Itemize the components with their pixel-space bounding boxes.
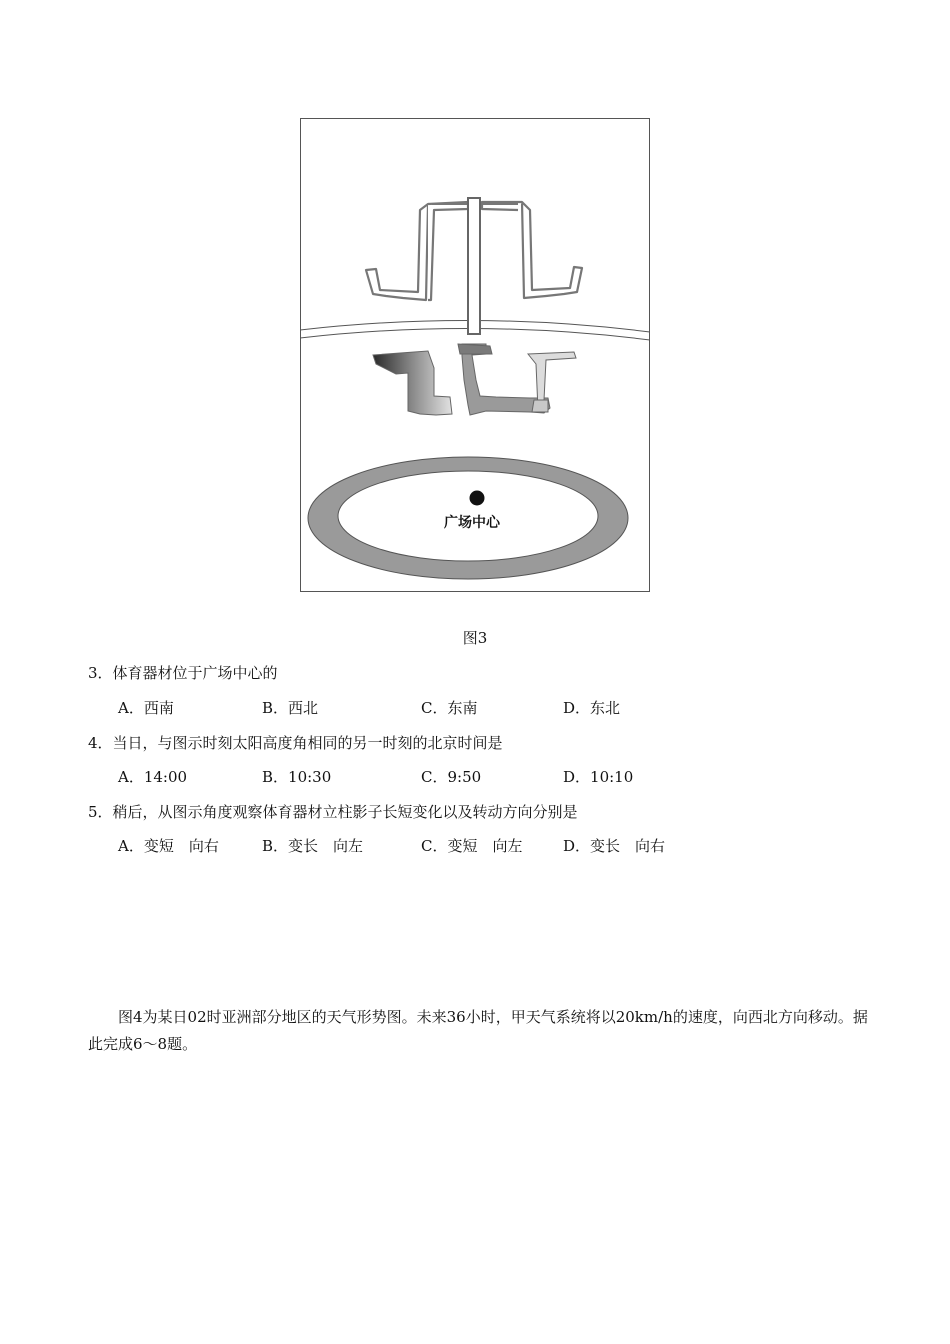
- question-5-option-d: D．变长 向右: [563, 837, 666, 855]
- question-5-option-a: A．变短 向右: [118, 837, 219, 855]
- question-number: 3．: [88, 664, 113, 682]
- question-text: 体育器材位于广场中心的: [112, 664, 278, 682]
- central-post: [468, 198, 480, 334]
- question-3-option-d: D．东北: [563, 699, 621, 717]
- figure-3: [300, 118, 650, 592]
- intro-paragraph: [88, 1004, 868, 1058]
- figure-caption: 图3: [462, 629, 488, 647]
- question-3-option-c: C．东南: [421, 699, 478, 717]
- question-text: 稍后，从图示角度观察体育器材立柱影子长短变化以及转动方向分别是: [112, 803, 578, 821]
- question-4-option-d: D．10:10: [563, 768, 634, 786]
- question-4-option-b: B．10:30: [262, 768, 332, 786]
- question-4-option-c: C．9:50: [421, 768, 482, 786]
- question-5-stem: [88, 801, 578, 822]
- question-3-stem: [88, 662, 278, 683]
- plaza-center-dot: [470, 491, 485, 506]
- question-3-option-a: A．西南: [118, 699, 174, 717]
- question-number: 5．: [88, 803, 113, 821]
- question-number: 4．: [88, 734, 113, 752]
- question-5-option-c: C．变短 向左: [421, 837, 523, 855]
- question-text: 当日，与图示时刻太阳高度角相同的另一时刻的北京时间是: [112, 734, 503, 752]
- question-4-option-a: A．14:00: [118, 768, 188, 786]
- intro-paragraph-text: 图4为某日02时亚洲部分地区的天气形势图。未来36小时，甲天气系统将以20km/h的速度，向西北方向移动。据此完成6～8题。: [88, 1008, 868, 1053]
- plaza-center-label: 广场中心: [444, 515, 500, 531]
- question-5-option-b: B．变长 向左: [262, 837, 364, 855]
- question-4-stem: [88, 732, 503, 753]
- question-3-option-b: B．西北: [262, 699, 319, 717]
